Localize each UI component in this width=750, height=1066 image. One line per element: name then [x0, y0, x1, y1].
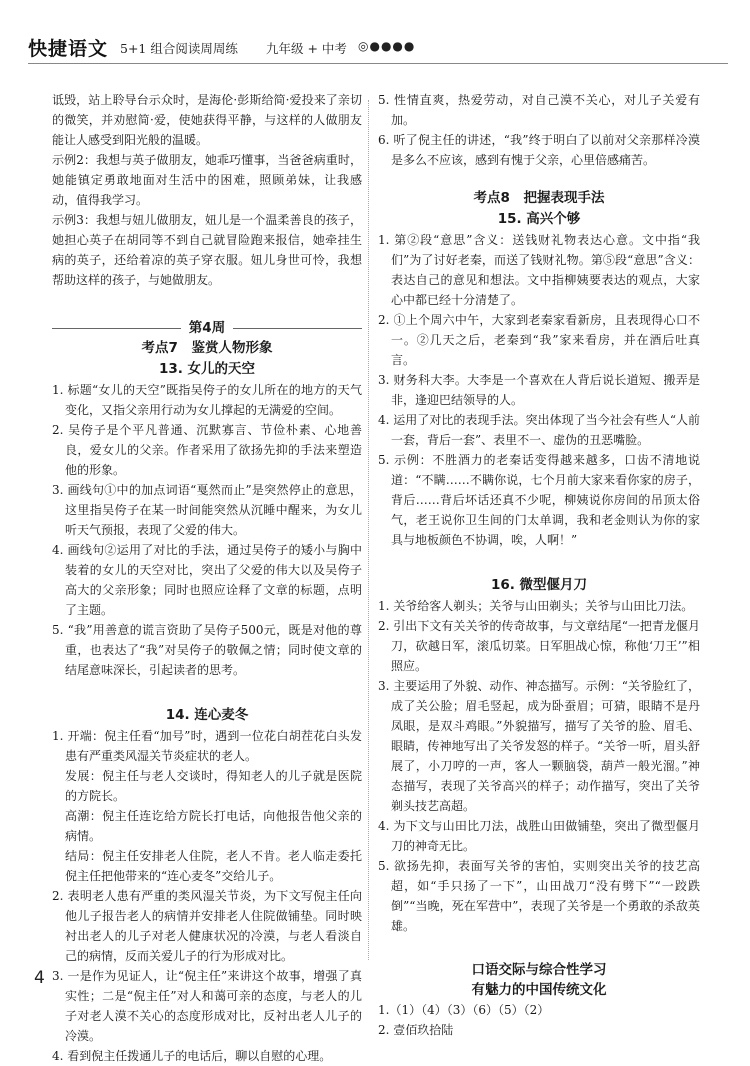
answer-item: 4. 画线句②运用了对比的手法，通过吴侉子的矮小与胸中装着的女儿的天空对比，突出了父爱的伟大以及吴侉子高大的父亲形象；同时也照应诠释了文章的标题，点明了主题。: [52, 543, 362, 617]
answer-subitem: 发展：倪主任与老人交谈时，得知老人的儿子就是医院的方院长。: [65, 769, 362, 803]
answer-item: 3. 财务科大李。大李是一个喜欢在人背后说长道短、搬弄是非，逢迎巴结领导的人。: [378, 373, 700, 407]
page-header: [28, 34, 728, 60]
kaodian-7-title: 考点7 鉴赏人物形象: [141, 340, 273, 356]
header-rule: [28, 63, 728, 64]
answer-item: 3. 画线句①中的加点词语“戛然而止”是突然停止的意思，这里指吴侉子在某一时间能突然从沉睡中醒来，为女儿听天气预报，表现了父爱的伟大。: [52, 483, 362, 537]
answer-item: 2. 吴侉子是个平凡普通、沉默寡言、节俭朴素、心地善良，爱女儿的父亲。作者采用了欲扬先抑的手法来塑造他的形象。: [52, 423, 362, 477]
section-14-title: 14. 连心麦冬: [165, 707, 249, 723]
intro-paragraph: 示例3：我想与妞儿做朋友，妞儿是一个温柔善良的孩子，她担心英子在胡同等不到自己就冒险跑来报信，她牵挂生病的英子，还给着凉的英子穿衣服。妞儿身世可怜，我想帮助这样的孩子，与她做朋友。: [52, 213, 362, 287]
answer-item: 1. 关爷给客人剃头；关爷与山田剃头；关爷与山田比刀法。: [378, 599, 694, 613]
answer-item: 2. 壹佰玖拾陆: [378, 1023, 454, 1037]
answer-item: 2. ①上个周六中午，大家到老秦家看新房，且表现得心口不一。②几天之后，老秦到“我”家来看房，并在酒后吐真言。: [378, 313, 700, 367]
answer-item: 1.（1）（4）（3）（6）（5）（2）: [378, 1003, 550, 1017]
answer-item: 1. 开端：倪主任看“加号”时，遇到一位花白胡茬花白头发患有严重类风湿关节炎症状的老人。: [52, 729, 362, 763]
answer-item: 1. 第②段“意思”含义：送钱财礼物表达心意。文中指“我们”为了讨好老秦，而送了钱财礼物。第⑤段“意思”含义：表达自己的意见和想法。文中指柳姨要表达的观点，大家心中都已经十分清楚了。: [378, 233, 700, 307]
series-title: 5+1 组合阅读周周练: [120, 41, 238, 56]
right-column: [378, 90, 700, 1040]
kaodian-8-title: 考点8 把握表现手法: [473, 190, 605, 206]
answer-item: 2. 表明老人患有严重的类风湿关节炎，为下文写倪主任向他儿子报告老人的病情并安排老人住院做铺垫。同时映衬出老人的儿子对老人健康状况的冷漠，与老人看淡自己的病情，反而关爱儿子的行为形成对比。: [52, 889, 362, 963]
section-15-title: 15. 高兴个够: [497, 211, 581, 227]
answer-item: 1. 标题“女儿的天空”既指吴侉子的女儿所在的地方的天气变化，又指父亲用行动为女儿撑起的无满爱的空间。: [52, 383, 362, 417]
answer-item: 4. 看到倪主任拨通儿子的电话后，聊以自慰的心理。: [52, 1049, 332, 1063]
column-divider: [368, 100, 369, 960]
week-label: 第4周: [188, 320, 226, 336]
answer-item: 2. 引出下文有关关爷的传奇故事，与文章结尾“一把青龙偃月刀，砍越日军，滚瓜切菜。日军胆战心惊，称他‘刀王’”相照应。: [378, 619, 700, 673]
answer-item: 3. 主要运用了外貌、动作、神态描写。示例：“关爷脸红了，成了关公脸；眉毛竖起，成为卧蚕眉；可猜，眼睛不是丹凤眼，是双斗鸡眼。”外貌描写，描写了关爷的脸、眉毛、眼睛，传神地写出了关爷发怒的样子。“关爷一听，眉头舒展了，小刀哼的一声，客人一颗脑袋，葫芦一般光溜。”神态描写，表现了关爷高兴的样子；动作描写，突出了关爷剃头技艺高超。: [378, 679, 700, 813]
intro-paragraph: 诋毁，站上聆导台示众时，是海伦·彭斯给简·爱投来了亲切的微笑，并劝慰简·爱，使她获得平静，与这样的人做朋友能让人感受到阳光般的温暖。: [52, 93, 362, 147]
section-16-title: 16. 微型偃月刀: [490, 577, 588, 593]
week-rule-right: [233, 328, 362, 329]
week-heading: [52, 318, 362, 338]
oral-section-title: 口语交际与综合性学习: [471, 962, 607, 978]
grade-label: 九年级 + 中考: [266, 41, 347, 56]
week-rule-left: [52, 328, 181, 329]
section-13-title: 13. 女儿的天空: [158, 361, 256, 377]
answer-item: 5. “我”用善意的谎言资助了吴侉子500元，既是对他的尊重，也表达了“我”对吴侉子的敬佩之情；同时使文章的结尾意味深长，引起读者的思考。: [52, 623, 362, 677]
answer-item: 5. 性情直爽，热爱劳动，对自己漠不关心，对儿子关爱有加。: [378, 93, 700, 127]
left-column: [52, 90, 362, 1066]
answer-item: 5. 示例：不胜酒力的老秦话变得越来越多，口齿不清地说道：“不瞒……不瞒你说，七个月前大家来看你家的房子，背后……背后坏话还真不少呢，柳姨说你房间的吊顶太俗气，老王说你卫生间的门太单调，我和老金则认为你的家具与地板颜色不协调，唉，人啊！”: [378, 453, 700, 547]
answer-subitem: 结局：倪主任安排老人住院，老人不肯。老人临走委托倪主任把他带来的“连心麦冬”交给儿子。: [65, 849, 362, 883]
answer-item: 4. 运用了对比的表现手法。突出体现了当今社会有些人“人前一套，背后一套”、表里不一、虚伪的丑恶嘴脸。: [378, 413, 700, 447]
page-number: 4: [34, 968, 45, 988]
difficulty-dots: ◎●●●●: [358, 39, 416, 53]
oral-section-subtitle: 有魅力的中国传统文化: [471, 982, 607, 998]
answer-item: 5. 欲扬先抑，表面写关爷的害怕，实则突出关爷的技艺高超，如“手只扬了一下”，山田战刀“没有劈下”“一跤跌倒”“当晚，死在军营中”，表现了关爷是一个勇敢的杀敌英雄。: [378, 859, 700, 933]
answer-item: 3. 一是作为见证人，让“倪主任”来讲这个故事，增强了真实性；二是“倪主任”对人和蔼可亲的态度，与老人的儿子对老人漠不关心的态度形成对比，反衬出老人儿子的冷漠。: [52, 969, 362, 1043]
answer-item: 6. 听了倪主任的讲述，“我”终于明白了以前对父亲那样冷漠是多么不应该，感到有愧于父亲，心里倍感痛苦。: [378, 133, 700, 167]
brand-title: 快捷语文: [28, 38, 109, 60]
answer-item: 4. 为下文与山田比刀法，战胜山田做铺垫，突出了微型偃月刀的神奇无比。: [378, 819, 700, 853]
answer-subitem: 高潮：倪主任连讫给方院长打电话，向他报告他父亲的病情。: [65, 809, 362, 843]
intro-paragraph: 示例2：我想与英子做朋友，她乖巧懂事，当爸爸病重时，她能镇定勇敢地面对生活中的困难，照顾弟妹，让我感动，值得我学习。: [52, 153, 362, 207]
